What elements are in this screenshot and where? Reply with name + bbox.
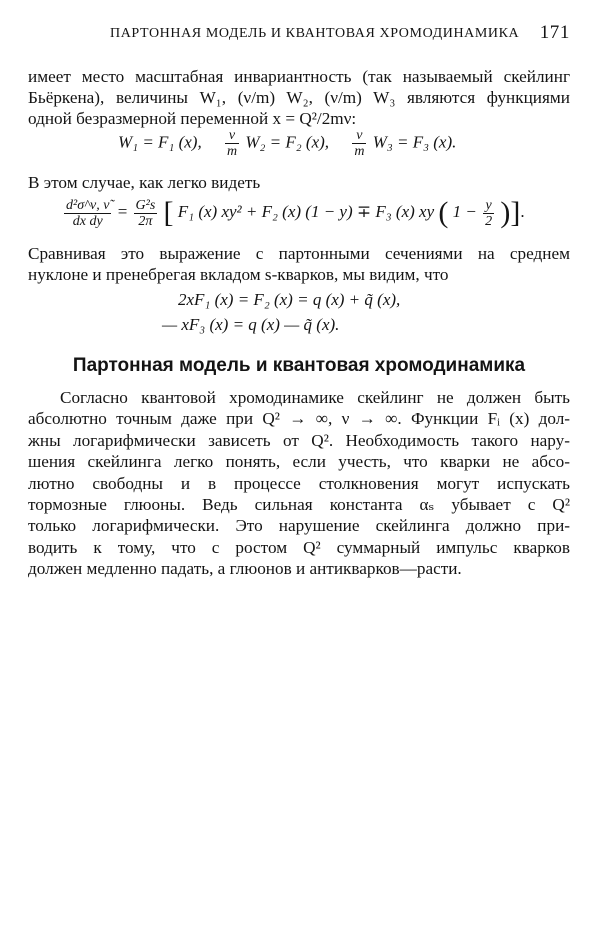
text-line: Согласно квантовой хромодинамике скейлинг не должен быть (60, 388, 570, 407)
fraction-nu-over-m (352, 128, 366, 159)
running-title: ПАРТОННАЯ МОДЕЛЬ И КВАНТОВАЯ ХРОМОДИНАМИКА (110, 26, 520, 41)
fraction-denominator: m (354, 144, 365, 159)
fraction-denominator: 2 (485, 213, 493, 229)
formula-part: W₃ = F₃ (x). (372, 132, 457, 152)
formula-part: W₂ = F₂ (x), (245, 132, 330, 152)
text-line: одной безразмерной переменной x = Q²/2mν: (28, 109, 357, 128)
text-line: должен медленно падать, а глюонов и антикварков—расти. (28, 559, 462, 579)
paragraph-this-case (28, 172, 570, 193)
text-line: водить к тому, что с ростом Q² суммарный импульс кварков (28, 537, 570, 557)
fraction-y-over-2 (483, 198, 494, 229)
text-line: имеет место масштабная инвариантность (так называемый скейлинг (28, 67, 570, 86)
formula-inner: 1 − (452, 201, 477, 221)
text-line: В этом случае, как легко видеть (28, 173, 261, 192)
formula-body: F₁ (x) xy² + F₂ (x) (1 − y) ∓ F₃ (x) xy (177, 201, 435, 221)
formula-parton-line-2 (162, 315, 339, 335)
text-line: жны логарифмически зависеть от Q². Необходимость такого нару- (28, 430, 570, 450)
formula-part: W₁ = F₁ (x), (118, 132, 202, 152)
text-line: Сравнивая это выражение с партонными сечениями на среднем (28, 244, 570, 263)
fraction-numerator: G²s (135, 197, 156, 213)
fraction-coupling (134, 198, 158, 229)
text-line: абсолютно точным даже при Q² → ∞, ν → ∞. Функции Fᵢ (x) дол- (28, 409, 570, 429)
formula-line: 2xF₁ (x) = F₂ (x) = q (x) + q̃ (x), (178, 290, 401, 309)
text-line: лютно свободны и в процессе столкновения могут испускать (28, 473, 570, 493)
formula-line: — xF₃ (x) = q (x) — q̃ (x). (162, 315, 340, 334)
paragraph-qcd (28, 387, 570, 580)
fraction-numerator: y (483, 198, 494, 214)
text-line: шения скейлинга легко понять, если учесть, что кварки не абсо- (28, 452, 570, 472)
text-line: тормозные глюоны. Ведь сильная константа αₛ убывает с Q² (28, 495, 570, 515)
fraction-lhs (64, 198, 111, 229)
fraction-denominator: 2π (138, 213, 153, 229)
fraction-numerator: ν (225, 128, 239, 144)
fraction-numerator: ν (352, 128, 366, 144)
formula-cross-section: $\frac{\text{d²σ\textasciicircum{}ν, ν̃}}{\text{dx dy}}$ = $\frac{\text{G²s}}{2\pi}$ [ F₁ (x) xy² + F₂ (x) (1 − y) ∓ F₃ (x) xy ( 1 − $\frac{y}{2}$ )]. (66, 196, 525, 229)
text-line: нуклоне и пренебрегая вкладом s-кварков, мы видим, что (28, 265, 449, 284)
formula-structure-functions (118, 128, 456, 159)
fraction-nu-over-m (225, 128, 239, 159)
paragraph-scaling (28, 66, 570, 129)
formula-end: . (520, 201, 525, 221)
section-title: Партонная модель и квантовая хромодинамика (72, 355, 526, 376)
fraction-denominator: dx dy (72, 213, 103, 229)
fraction-numerator: d²σ^ν, ν̃ (66, 197, 110, 213)
text-line: Бьёркена), величины W₁, (ν/m) W₂, (ν/m) W₃ являются функциями (28, 88, 570, 107)
fraction-denominator: m (226, 144, 238, 159)
page-number: 171 (539, 22, 570, 43)
text-line: только логарифмически. Это нарушение скейлинга должно при- (28, 516, 570, 536)
paragraph-comparison (28, 243, 570, 285)
formula-parton-line-1 (178, 290, 400, 310)
